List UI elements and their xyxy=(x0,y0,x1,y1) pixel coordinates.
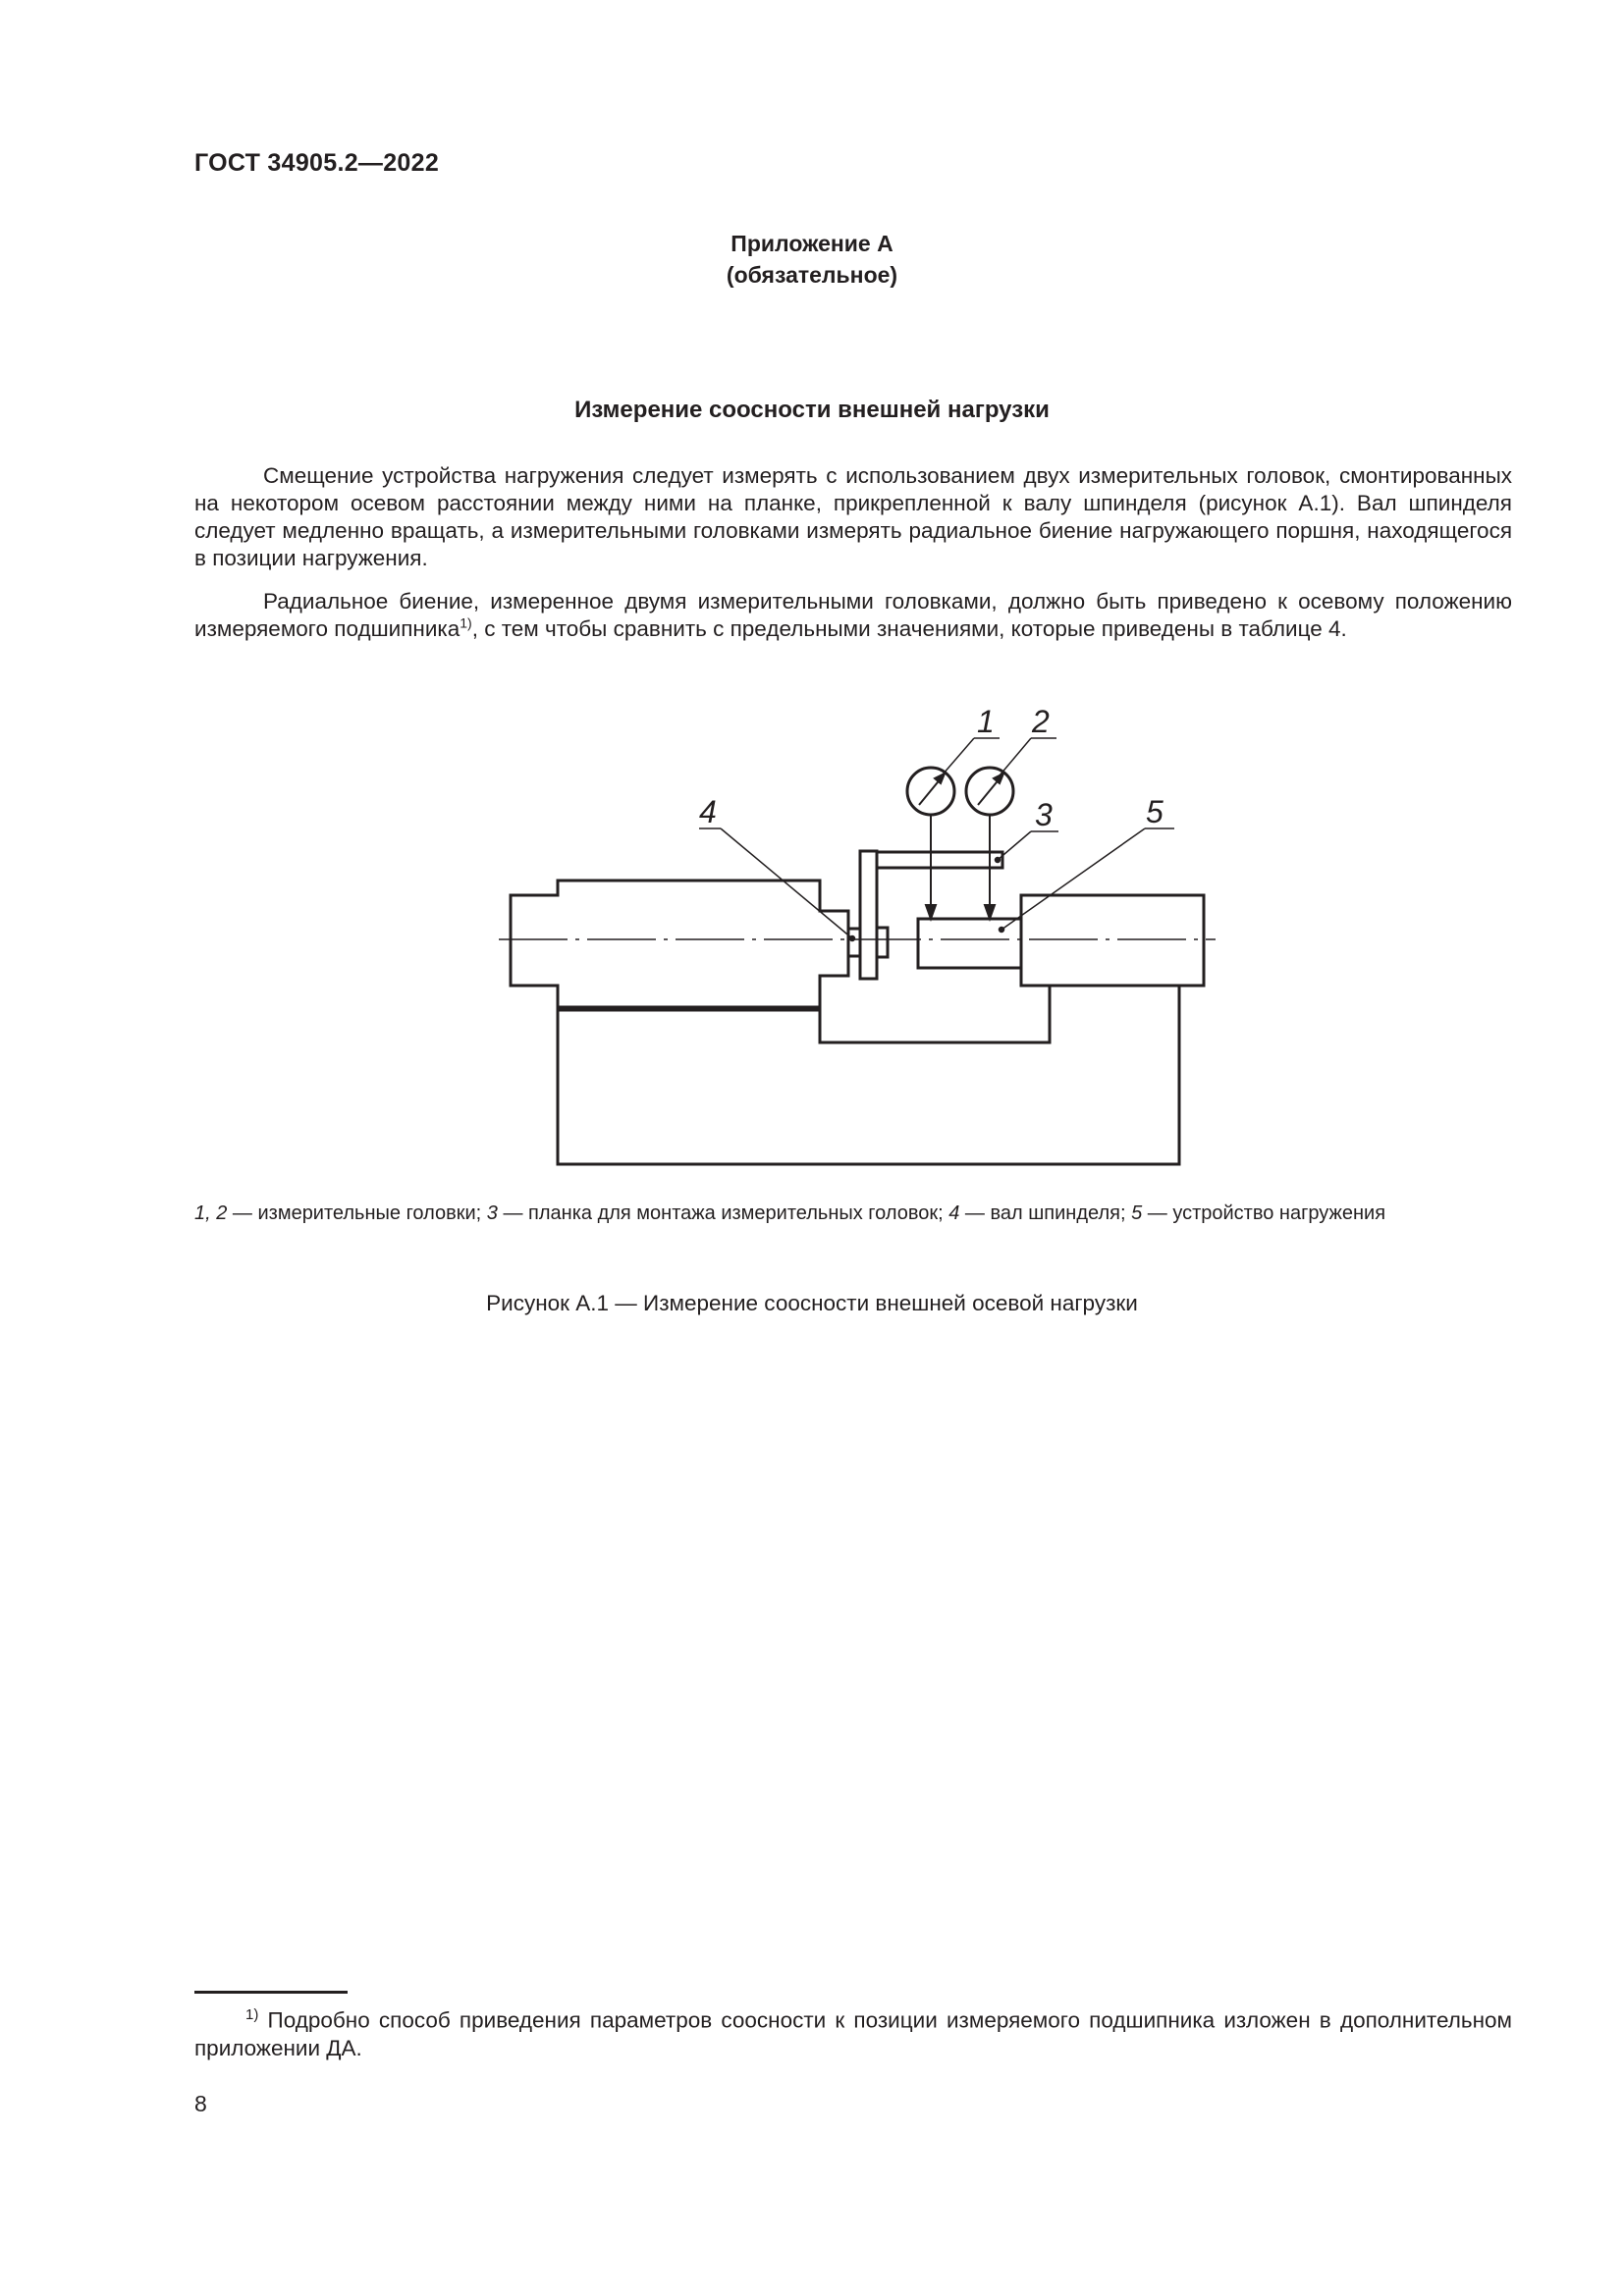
gauge-mounting-bar xyxy=(877,852,1002,868)
leader-4-dot xyxy=(850,936,855,941)
leader-3-dot xyxy=(996,858,1001,863)
paragraph-2-text-start: Радиальное биение, измеренное двумя измерительными головками, должно быть приведено к осевому положению измеряемого подшипника xyxy=(194,589,1512,641)
legend-key-5: 5 xyxy=(1131,1202,1143,1224)
legend-text-1-2: — измерительные головки; xyxy=(227,1202,487,1224)
spindle-housing xyxy=(511,881,848,1007)
gauge-2-needle-tip xyxy=(994,774,1003,783)
gauge-1-probe-arrow xyxy=(926,905,936,919)
footnote-marker: 1) xyxy=(245,2006,259,2023)
document-id: ГОСТ 34905.2—2022 xyxy=(194,149,440,177)
paragraph-1 xyxy=(194,462,1512,572)
paragraph-2-text-end: , с тем чтобы сравнить с предельными значениями, которые приведены в таблице 4. xyxy=(471,616,1347,641)
legend-key-1-2: 1, 2 xyxy=(194,1202,228,1224)
footnote-text: Подробно способ приведения параметров соосности к позиции измеряемого подшипника изложен в дополнительном приложении ДА. xyxy=(194,2007,1512,2060)
annex-title: Приложение А xyxy=(731,231,893,256)
leader-2 xyxy=(1000,738,1031,775)
gauge-1-needle-tip xyxy=(935,774,945,783)
leader-3 xyxy=(998,831,1031,860)
paragraph-1-text: Смещение устройства нагружения следует измерять с использованием двух измерительных головок, смонтированных на некотором осевом расстоянии между ними на планке, прикрепленной к валу шпинделя (рисунок А.1). Вал шпинделя следует медленно вращать, а измерительными головками измерять радиальное биение нагружающего поршня, находящегося в позиции нагружения. xyxy=(194,463,1512,570)
figure-caption: Рисунок А.1 — Измерение соосности внешней осевой нагрузки xyxy=(486,1291,1138,1315)
legend-key-4: 4 xyxy=(948,1202,960,1224)
label-4: 4 xyxy=(699,794,717,829)
footnote xyxy=(194,2002,1512,2062)
spindle-shaft-collar xyxy=(848,929,860,956)
legend-text-3: — планка для монтажа измерительных головок; xyxy=(497,1202,949,1224)
footnote-ref: 1) xyxy=(460,614,472,631)
legend-text-5: — устройство нагружения xyxy=(1142,1202,1386,1224)
machine-bed xyxy=(558,986,1179,1164)
leader-5-dot xyxy=(1000,928,1004,933)
leader-4 xyxy=(721,828,852,938)
leader-5 xyxy=(1001,828,1145,930)
figure-a1-diagram xyxy=(489,691,1235,1182)
annex-heading xyxy=(0,228,1624,291)
mounting-flange xyxy=(860,851,877,979)
leader-1 xyxy=(943,738,974,774)
page-number: 8 xyxy=(194,2091,207,2116)
label-5: 5 xyxy=(1146,794,1164,829)
paragraph-2 xyxy=(194,588,1512,643)
label-2: 2 xyxy=(1032,704,1050,739)
gauge-2-probe-arrow xyxy=(985,905,995,919)
label-3: 3 xyxy=(1035,797,1053,832)
legend-key-3: 3 xyxy=(486,1202,498,1224)
legend-text-4: — вал шпинделя; xyxy=(959,1202,1132,1224)
label-1: 1 xyxy=(977,704,995,739)
figure-legend xyxy=(194,1202,1512,1225)
annex-status: (обязательное) xyxy=(726,262,898,288)
flange-hub xyxy=(877,928,888,957)
footnote-separator xyxy=(194,1991,348,1994)
loading-device-body xyxy=(1021,895,1204,986)
section-title: Измерение соосности внешней нагрузки xyxy=(574,397,1050,423)
